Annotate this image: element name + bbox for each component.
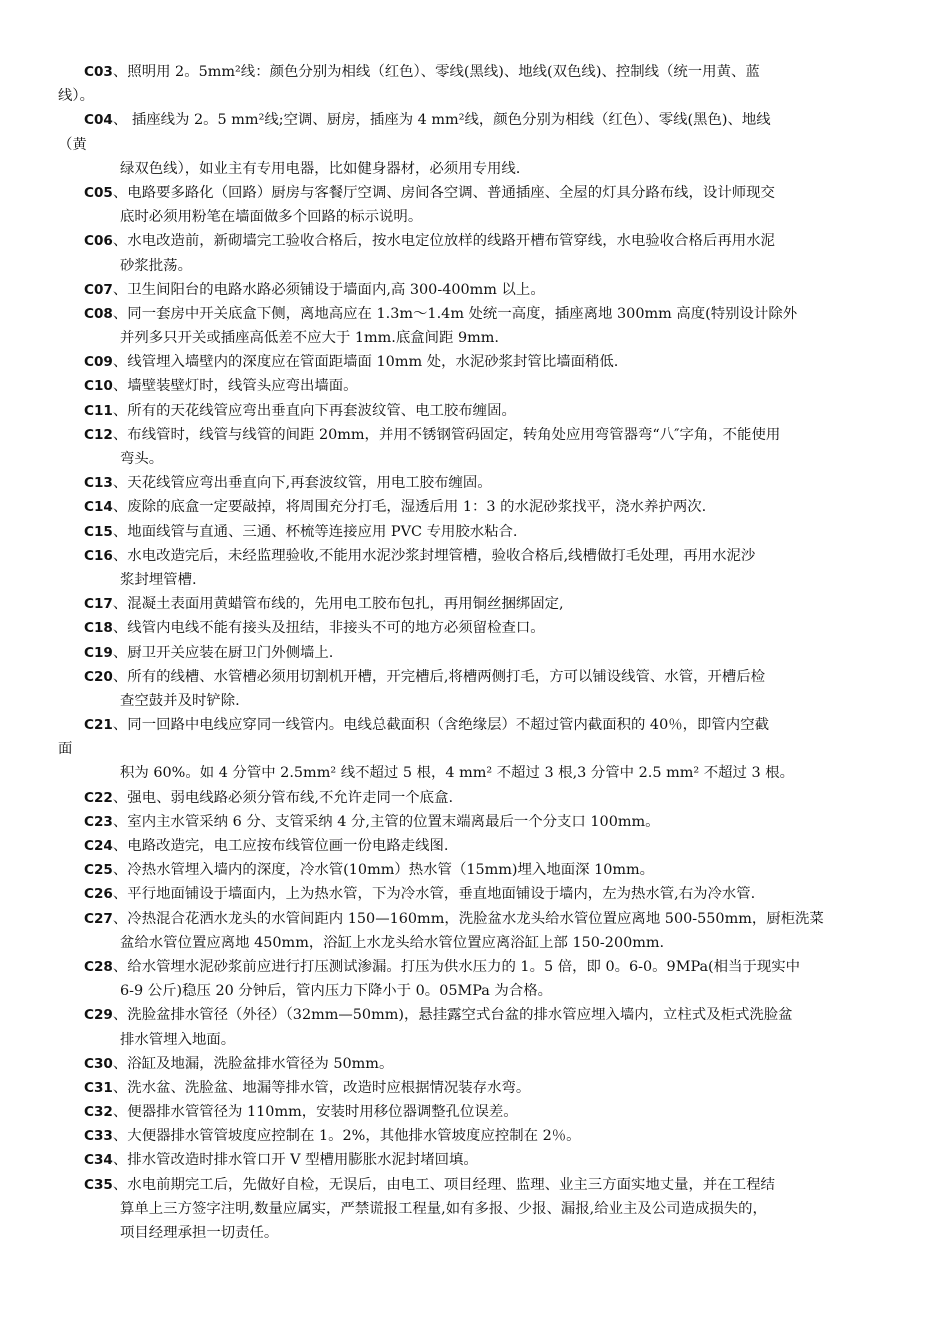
item-text: 、给水管埋水泥砂浆前应进行打压测试渗漏。打压为供水压力的 1。5 倍，即 0。6-0。9MPa(相当于现实中 — [112, 958, 801, 975]
item-first-line — [60, 278, 890, 302]
item-first-line — [60, 1124, 890, 1148]
list-item — [60, 665, 890, 713]
item-text: 、线管埋入墙壁内的深度应在管面距墙面 10mm 处，水泥砂浆封管比墙面稍低. — [112, 354, 619, 371]
list-item — [60, 374, 890, 398]
item-code: C30 — [84, 1055, 113, 1072]
item-code: C29 — [84, 1007, 113, 1024]
item-continuation-line: 算单上三方签字注明,数量应属实，严禁谎报工程量,如有多报、少报、漏报,给业主及公司造成损失的， — [120, 1200, 767, 1217]
item-code: C31 — [84, 1079, 113, 1096]
item-text: 、室内主水管采纳 6 分、支管采纳 4 分,主管的位置末端离最后一个分支口 100mm。 — [112, 813, 660, 830]
item-code: C33 — [84, 1128, 113, 1145]
item-text: 、水电改造前，新砌墙完工验收合格后，按水电定位放样的线路开槽布管穿线，水电验收合格后再用水泥 — [112, 233, 775, 250]
item-text: 、浴缸及地漏，洗脸盆排水管径为 50mm。 — [112, 1055, 394, 1072]
item-code: C15 — [84, 523, 113, 540]
list-item — [60, 302, 890, 350]
item-text: 、同一套房中开关底盒下侧，离地高应在 1.3m～1.4m 处统一高度，插座离地 300mm 高度(特别设计除外 — [112, 305, 798, 322]
list-item — [60, 108, 890, 181]
item-continuation-line: 项目经理承担一切责任。 — [120, 1225, 279, 1241]
item-first-line — [60, 1052, 890, 1076]
list-item — [60, 616, 890, 640]
item-continuation-line: （黄 — [58, 136, 87, 153]
item-first-line — [60, 229, 890, 253]
item-first-line — [60, 1173, 890, 1197]
item-continuation-line: 绿双色线），如业主有专用电器，比如健身器材，必须用专用线. — [120, 160, 521, 177]
item-continuation-line: 线）。 — [58, 88, 94, 105]
item-text: 、 插座线为 2。5 mm²线;空调、厨房，插座为 4 mm²线，颜色分别为相线（红色）、零线(黑色)、地线 — [112, 112, 771, 129]
list-item — [60, 60, 890, 108]
item-code: C14 — [84, 499, 113, 516]
item-code: C08 — [84, 305, 113, 322]
list-item — [60, 713, 890, 786]
item-first-line — [60, 60, 890, 84]
item-code: C24 — [84, 838, 113, 854]
item-code: C04 — [84, 112, 113, 129]
item-text: 、平行地面铺设于墙面内，上为热水管，下为冷水管，垂直地面铺设于墙内，左为热水管,右为冷水管. — [112, 886, 756, 903]
item-first-line — [60, 1003, 890, 1027]
item-first-line — [60, 495, 890, 519]
item-text: 、混凝土表面用黄蜡管布线的，先用电工胶布包扎，再用铜丝捆绑固定, — [112, 596, 564, 613]
item-first-line — [60, 181, 890, 205]
item-code: C17 — [84, 596, 113, 613]
item-text: 、水电改造完后，未经监理验收,不能用水泥沙浆封埋管槽，验收合格后,线槽做打毛处理，再用水泥沙 — [112, 547, 756, 564]
item-text: 、所有的线槽、水管槽必须用切割机开槽，开完槽后,将槽两侧打毛，方可以铺设线管、水管，开槽后检 — [112, 668, 766, 685]
item-continuation-line: 并列多只开关或插座高低差不应大于 1mm.底盒间距 9mm. — [120, 330, 500, 347]
item-text: 、所有的天花线管应弯出垂直向下再套波纹管、电工胶布缠固。 — [112, 402, 516, 419]
list-item — [60, 1173, 890, 1246]
item-text: 、同一回路中电线应穿同一线管内。电线总截面积（含绝缘层）不超过管内截面积的 40％，即管内空截 — [112, 717, 769, 734]
item-first-line — [60, 544, 890, 568]
item-first-line — [60, 520, 890, 544]
item-first-line — [60, 108, 890, 132]
list-item — [60, 1100, 890, 1124]
item-code: C12 — [84, 426, 113, 443]
list-item — [60, 495, 890, 519]
item-code: C05 — [84, 184, 113, 201]
item-code: C26 — [84, 886, 113, 903]
item-first-line — [60, 471, 890, 495]
item-code: C20 — [84, 668, 113, 685]
item-code: C07 — [84, 281, 113, 298]
item-text: 、强电、弱电线路必须分管布线,不允许走同一个底盒. — [112, 789, 454, 806]
item-first-line — [60, 858, 890, 882]
item-code: C25 — [84, 862, 113, 879]
item-code: C18 — [84, 620, 113, 637]
item-code: C32 — [84, 1104, 113, 1121]
list-item — [60, 786, 890, 810]
list-item — [60, 882, 890, 906]
item-first-line — [60, 423, 890, 447]
list-item — [60, 1148, 890, 1172]
item-continuation-line: 查空鼓并及时铲除. — [120, 692, 240, 709]
item-text: 、排水管改造时排水管口开 V 型槽用膨胀水泥封堵回填。 — [112, 1152, 478, 1169]
item-text: 、地面线管与直通、三通、杯梳等连接应用 PVC 专用胶水粘合. — [112, 523, 518, 540]
item-first-line — [60, 810, 890, 834]
item-first-line — [60, 592, 890, 616]
item-code: C28 — [84, 958, 113, 975]
item-code: C11 — [84, 402, 113, 419]
item-first-line — [60, 713, 890, 737]
item-text: 、水电前期完工后，先做好自检，无误后，由电工、项目经理、监理、业主三方面实地丈量，并在工程结 — [112, 1176, 775, 1193]
item-text: 、电路改造完，电工应按布线管位画一份电路走线图. — [112, 838, 449, 854]
item-text: 、冷热混合花洒水龙头的水管间距内 150—160mm，洗脸盆水龙头给水管位置应离地 500-550mm，厨柜洗菜 — [112, 910, 824, 927]
item-first-line — [60, 786, 890, 810]
item-code: C23 — [84, 813, 113, 830]
item-code: C22 — [84, 789, 113, 806]
item-text: 、厨卫开关应装在厨卫门外侧墙上. — [112, 644, 334, 661]
item-code: C34 — [84, 1152, 113, 1169]
item-code: C27 — [84, 910, 113, 927]
item-continuation-line: 面 — [58, 741, 73, 758]
list-item — [60, 544, 890, 592]
item-first-line — [60, 907, 890, 931]
list-item — [60, 1076, 890, 1100]
item-continuation-line: 6-9 公斤)稳压 20 分钟后，管内压力下降小于 0。05MPa 为合格。 — [120, 983, 552, 1000]
item-first-line — [60, 665, 890, 689]
item-text: 、线管内电线不能有接头及扭结，非接头不可的地方必须留检查口。 — [112, 620, 545, 637]
list-item — [60, 1003, 890, 1051]
top-margin — [0, 0, 950, 60]
specification-list — [0, 60, 950, 1245]
item-first-line — [60, 1076, 890, 1100]
item-text: 、洗脸盆排水管径（外径）（32mm—50mm)，悬挂露空式台盆的排水管应埋入墙内，立柱式及柜式洗脸盆 — [112, 1007, 793, 1024]
item-code: C06 — [84, 233, 113, 250]
list-item — [60, 399, 890, 423]
item-first-line — [60, 1148, 890, 1172]
list-item — [60, 1052, 890, 1076]
item-first-line — [60, 641, 890, 665]
item-first-line — [60, 1100, 890, 1124]
item-text: 、照明用 2。5mm²线：颜色分别为相线（红色）、零线(黑线)、地线(双色线)、控制线（统一用黄、蓝 — [112, 64, 760, 80]
item-first-line — [60, 302, 890, 326]
item-first-line — [60, 350, 890, 374]
item-code: C35 — [84, 1176, 113, 1193]
item-text: 、卫生间阳台的电路水路必须铺设于墙面内,高 300-400mm 以上。 — [112, 281, 545, 298]
item-code: C19 — [84, 644, 113, 661]
item-code: C09 — [84, 354, 113, 371]
item-first-line — [60, 882, 890, 906]
item-continuation-line: 排水管埋入地面。 — [120, 1031, 236, 1048]
list-item — [60, 955, 890, 1003]
item-first-line — [60, 616, 890, 640]
item-code: C03 — [84, 64, 113, 80]
list-item — [60, 907, 890, 955]
item-code: C21 — [84, 717, 113, 734]
item-text: 、洗水盆、洗脸盆、地漏等排水管，改造时应根据情况装存水弯。 — [112, 1079, 531, 1096]
list-item — [60, 641, 890, 665]
list-item — [60, 858, 890, 882]
item-code: C13 — [84, 475, 113, 492]
list-item — [60, 834, 890, 858]
item-text: 、大便器排水管管坡度应控制在 1。2%，其他排水管坡度应控制在 2％。 — [112, 1128, 581, 1145]
item-code: C10 — [84, 378, 113, 395]
list-item — [60, 423, 890, 471]
item-continuation-line: 浆封埋管槽. — [120, 571, 197, 588]
item-continuation-line: 积为 60%。如 4 分管中 2.5mm² 线不超过 5 根，4 mm² 不超过 3 根,3 分管中 2.5 mm² 不超过 3 根。 — [120, 765, 794, 782]
item-first-line — [60, 955, 890, 979]
item-text: 、便器排水管管径为 110mm，安装时用移位器调整孔位误差。 — [112, 1104, 518, 1121]
item-continuation-line: 砂浆批荡。 — [120, 257, 192, 274]
item-text: 、布线管时，线管与线管的间距 20mm，并用不锈钢管码固定，转角处应用弯管器弯“八″字角，不能使用 — [112, 426, 781, 443]
list-item — [60, 350, 890, 374]
list-item — [60, 810, 890, 834]
item-first-line — [60, 834, 890, 858]
item-continuation-line: 弯头。 — [120, 451, 164, 467]
item-text: 、冷热水管埋入墙内的深度，冷水管(10mm）热水管（15mm)埋入地面深 10mm。 — [112, 862, 655, 879]
item-text: 、墙壁装壁灯时，线管头应弯出墙面。 — [112, 378, 358, 395]
list-item — [60, 229, 890, 277]
item-text: 、废除的底盒一定要敲掉，将周围充分打毛，湿透后用 1：3 的水泥砂浆找平，浇水养护两次. — [112, 499, 707, 516]
item-text: 、天花线管应弯出垂直向下,再套波纹管，用电工胶布缠固。 — [112, 475, 492, 492]
item-code: C16 — [84, 547, 113, 564]
list-item — [60, 592, 890, 616]
list-item — [60, 471, 890, 495]
list-item — [60, 520, 890, 544]
item-first-line — [60, 399, 890, 423]
item-continuation-line: 底时必须用粉笔在墙面做多个回路的标示说明。 — [120, 209, 423, 226]
list-item — [60, 1124, 890, 1148]
list-item — [60, 181, 890, 229]
item-continuation-line: 盆给水管位置应离地 450mm，浴缸上水龙头给水管位置应离浴缸上部 150-200mm. — [120, 934, 665, 951]
list-item — [60, 278, 890, 302]
item-first-line — [60, 374, 890, 398]
item-text: 、电路要多路化（回路）厨房与客餐厅空调、房间各空调、普通插座、全屋的灯具分路布线，设计师现交 — [112, 184, 775, 201]
